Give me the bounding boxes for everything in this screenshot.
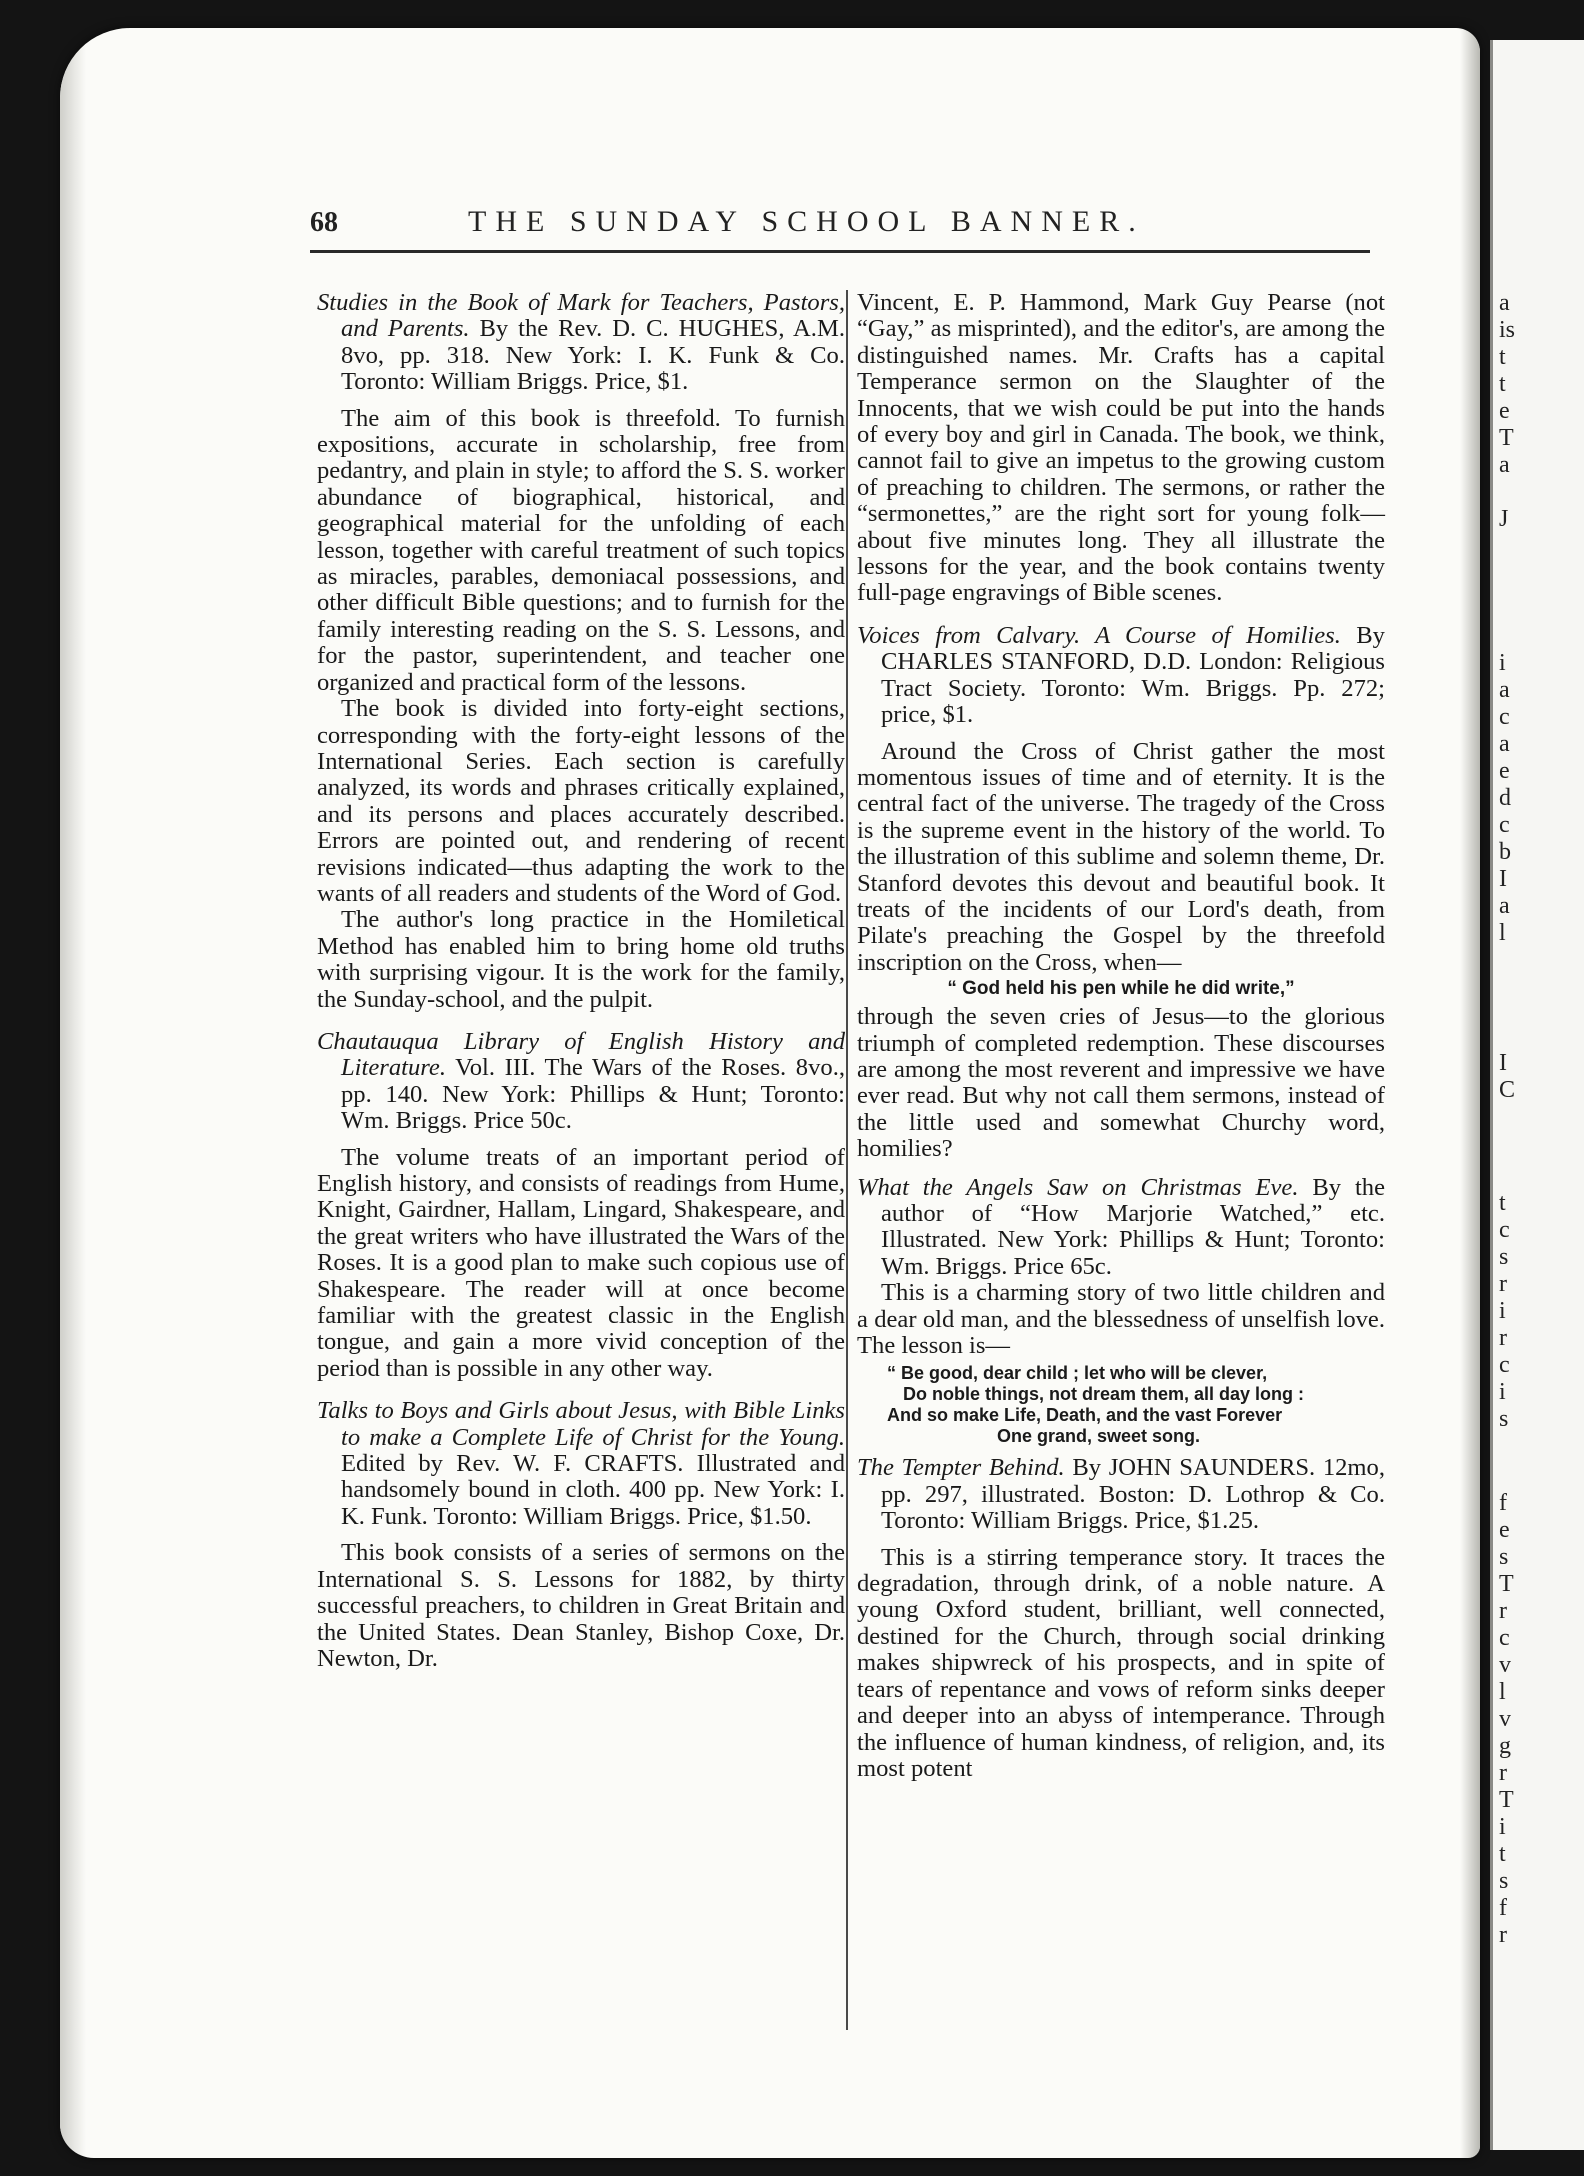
review-heading: [317, 1398, 845, 1530]
review-paragraph: The aim of this book is threefold. To furnish expositions, accurate in scholarship, free from pedantry, and plain in style; to afford the S. S. worker abundance of biographical, historical, and geographical material for the unfolding of each lesson, together with careful treatment of such topics as miracles, parables, demoniacal possessions, and other difficult Bible questions; and to furnish for the family interesting reading on the S. S. Lessons, and for the pastor, superintendent, and teacher one organized and practical form of the lessons.: [317, 404, 845, 696]
next-page-fragment: a is t t e T a J: [1499, 290, 1516, 532]
book-details: By JOHN SAUNDERS. 12mo, pp. 297, illustrated. Boston: D. Lothrop & Co. Toronto: William Briggs. Price, $1.25.: [881, 1454, 1385, 1535]
review-heading: [317, 1029, 845, 1135]
page-shadow-left: [60, 28, 86, 2158]
next-page-edge: [1490, 40, 1584, 2150]
running-head: [310, 207, 1370, 247]
poem-line: “ Be good, dear child ; let who will be clever,: [887, 1363, 1268, 1384]
left-column: [317, 290, 845, 1672]
book-details: Vol. III. The Wars of the Roses. 8vo., pp. 140. New York: Phillips & Hunt; Toronto: Wm. Briggs. Price 50c.: [341, 1054, 845, 1135]
book-title: The Tempter Behind.: [857, 1454, 1065, 1482]
poem-quote: [887, 1363, 1385, 1447]
review-paragraph: This is a stirring temperance story. It traces the degradation, through drink, of a noble nature. A young Oxford student, brilliant, well connected, destined for the Church, through social drinking makes shipwreck of his prospects, and in spite of tears of repentance and vows of reform sinks deeper and deeper into an abyss of intemperance. Through the influence of human kindness, of religion, and, its most potent: [857, 1543, 1385, 1782]
review-paragraph: The book is divided into forty-eight sections, corresponding with the forty-eight lessons of the International Series. Each section is carefully analyzed, its words and phrases critically explained, and its persons and places accurately described. Errors are pointed out, and rendering of recent revisions indicated—thus adapting the work to the wants of all readers and students of the Word of God.: [317, 695, 845, 907]
quoted-line: “ God held his pen while he did write,”: [947, 978, 1295, 1000]
review-heading: [857, 1455, 1385, 1534]
review-paragraph: This book consists of a series of sermons on the International S. S. Lessons for 1882, by thirty successful preachers, to children in Great Britain and the United States. Dean Stanley, Bishop Coxe, Dr. Newton, Dr.: [317, 1539, 845, 1672]
book-title: Chautauqua Library of English History and Literature.: [317, 1027, 845, 1082]
page-number: 68: [310, 207, 338, 238]
review-paragraph: This is a charming story of two little children and a dear old man, and the blessedness of unselfish love. The lesson is—: [857, 1279, 1385, 1360]
review-heading: [317, 290, 845, 396]
next-page-fragment: I C: [1499, 1050, 1516, 1103]
book-title: Voices from Calvary. A Course of Homilies.: [857, 621, 1341, 649]
poem-line: And so make Life, Death, and the vast Forever: [887, 1405, 1283, 1426]
right-column: [857, 290, 1385, 1782]
review-paragraph: The author's long practice in the Homiletical Method has enabled him to bring home old truths with surprising vigour. It is the work for the family, the Sunday-school, and the pulpit.: [317, 906, 845, 1013]
book-title: Studies in the Book of Mark for Teachers, Pastors, and Parents.: [317, 289, 845, 343]
page-shadow-right: [1460, 28, 1480, 2158]
review-heading: [857, 1175, 1385, 1281]
next-page-fragment: i a c a e d c b I a l: [1499, 650, 1511, 946]
book-details: By the Rev. D. C. HUGHES, A.M. 8vo, pp. 318. New York: I. K. Funk & Co. Toronto: William Briggs. Price, $1.: [341, 315, 845, 396]
poem-line: Do noble things, not dream them, all day long :: [903, 1384, 1305, 1405]
book-title: Talks to Boys and Girls about Jesus, with Bible Links to make a Complete Life of Christ for the Young.: [317, 1397, 845, 1451]
review-heading: [857, 623, 1385, 729]
column-rule: [846, 290, 848, 2030]
review-paragraph: The volume treats of an important period of English history, and consists of readings from Hume, Knight, Gairdner, Hallam, Lingard, Shakespeare, and the great writers who have illustrated the Wars of the Roses. It is a good plan to make such copious use of Shakespeare. The reader will at once become familiar with the greatest classic in the English tongue, and gain a more vivid conception of the period than is possible in any other way.: [317, 1143, 845, 1382]
review-paragraph: Around the Cross of Christ gather the most momentous issues of time and of eternity. It is the central fact of the universe. The tragedy of the Cross is the supreme event in the history of the world. To the illustration of this sublime and solemn theme, Dr. Stanford devotes this devout and beautiful book. It treats of the incidents of our Lord's death, from Pilate's preaching the Gospel by the threefold inscription on the Cross, when—: [857, 737, 1385, 976]
next-page-fragment: t c s r i r c i s: [1499, 1190, 1510, 1432]
book-title: What the Angels Saw on Christmas Eve.: [857, 1173, 1299, 1201]
journal-title: THE SUNDAY SCHOOL BANNER.: [468, 205, 1145, 238]
poem-line: One grand, sweet song.: [997, 1426, 1201, 1447]
review-paragraph: Vincent, E. P. Hammond, Mark Guy Pearse (not “Gay,” as misprinted), and the editor's, are among the distinguished names. Mr. Crafts has a capital Temperance sermon on the Slaughter of the Innocents, that we wish could be put into the hands of every boy and girl in Canada. The book, we think, cannot fail to give an impetus to the growing custom of preaching to children. The sermons, or rather the “sermonettes,” are the right sort for young folk—about five minutes long. They all illustrate the lessons for the year, and the book contains twenty full-page engravings of Bible scenes.: [857, 289, 1385, 607]
next-page-fragment: f e s T r c v l v g r T i t s f r: [1499, 1490, 1514, 1948]
review-paragraph: through the seven cries of Jesus—to the glorious triumph of completed redemption. These discourses are among the most reverent and impressive we have ever read. But why not call them sermons, instead of the little used and somewhat Churchy word, homilies?: [857, 1003, 1385, 1163]
book-details: By the author of “How Marjorie Watched,” etc. Illustrated. New York: Phillips & Hunt; Toronto: Wm. Briggs. Price 65c.: [881, 1173, 1385, 1280]
book-details: By CHARLES STANFORD, D.D. London: Religious Tract Society. Toronto: Wm. Briggs. Pp. 272; price, $1.: [881, 621, 1385, 729]
header-rule: [310, 250, 1370, 253]
book-details: Edited by Rev. W. F. CRAFTS. Illustrated and handsomely bound in cloth. 400 pp. New York: I. K. Funk. Toronto: William Briggs. Price, $1.50.: [341, 1450, 845, 1530]
